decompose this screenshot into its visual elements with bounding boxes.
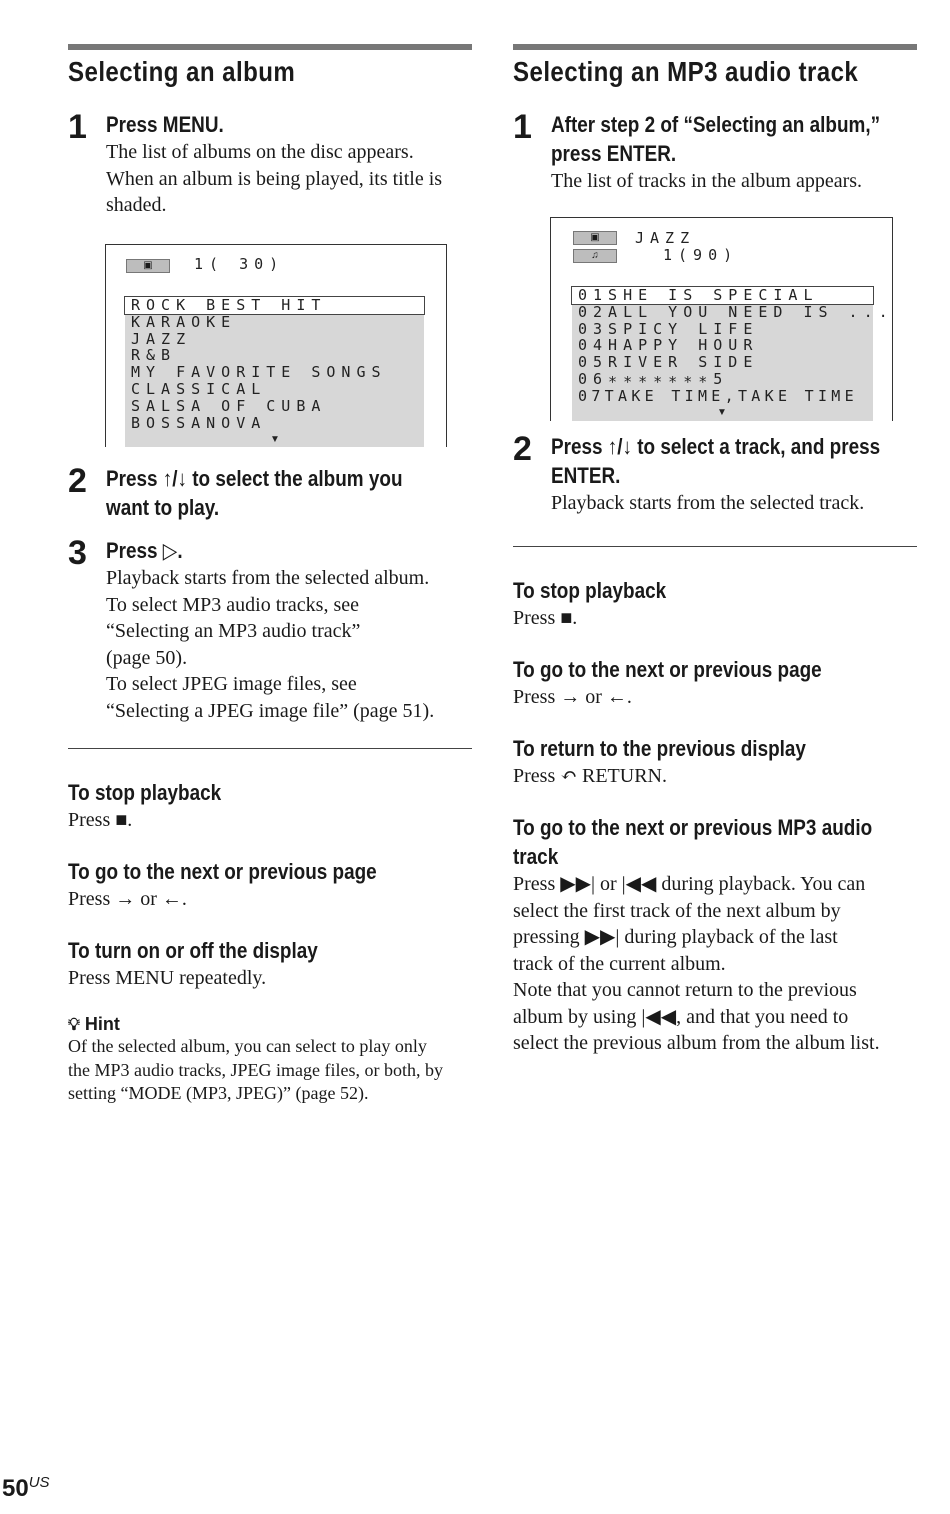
section-title: Selecting an MP3 audio track [513, 56, 859, 87]
album-name: JAZZ [635, 229, 696, 247]
list-item[interactable]: 05RIVER SIDE [578, 353, 759, 372]
stop-playback-block [513, 576, 917, 632]
track-counter: 1(90) [663, 246, 739, 264]
page-number: $50^{US}$ [2, 1474, 50, 1502]
subsection-heading: To turn on or off the display [68, 938, 318, 963]
step-number: 2 [513, 430, 532, 468]
subsection-heading: To go to the next or previous page [513, 657, 822, 682]
album-list [125, 297, 424, 447]
step-3 [68, 536, 510, 724]
list-item[interactable]: R&B [131, 346, 177, 365]
subsection-text: Press MENU repeatedly. [68, 967, 267, 989]
track-list [572, 286, 894, 421]
step-number: 2 [68, 462, 87, 500]
right-column [513, 44, 917, 1054]
list-item[interactable]: 06∗∗∗∗∗∗∗5 [578, 369, 729, 388]
hint-heading: 💡︎ Hint [68, 1014, 120, 1035]
step-heading: Press ↑/↓ to select the album you [106, 466, 403, 491]
step-heading: Press ▷. [106, 538, 183, 563]
subsection-text: Press → or ←. [68, 888, 187, 910]
list-item[interactable]: 04HAPPY HOUR [578, 336, 759, 355]
subsection-heading: To stop playback [513, 578, 667, 603]
page-nav-block [513, 655, 917, 711]
step-heading: After step 2 of “Selecting an album,” [551, 112, 881, 137]
step-heading: ENTER. [551, 463, 621, 488]
subsection-heading: track [513, 844, 559, 869]
section-rule [513, 44, 917, 50]
return-display-block [513, 734, 917, 790]
step-number: 3 [68, 534, 87, 572]
scroll-down-icon: ▼ [270, 434, 280, 445]
music-note-icon: ♫ [573, 249, 617, 263]
list-item[interactable]: SALSA OF CUBA [131, 396, 327, 415]
step-text: The list of tracks in the album appears. [551, 170, 863, 192]
hint-text: Of the selected album, you can select to play only the MP3 audio tracks, JPEG image files, or both, by setting “MODE (MP3, JPEG)” (page 52). [68, 1036, 443, 1103]
list-item[interactable]: 07TAKE TIME,TAKE TIME [578, 386, 858, 405]
display-toggle-block [68, 936, 472, 992]
list-item[interactable]: ROCK BEST HIT [125, 297, 424, 314]
stop-playback-block [68, 778, 472, 834]
list-item[interactable]: CLASSICAL [131, 379, 267, 398]
track-nav-block [513, 813, 917, 1057]
scroll-down-icon: ▼ [717, 407, 727, 418]
step-text: Playback starts from the selected album. To select MP3 audio tracks, see “Selecting an MP3 audio track” (page 50). To select JPEG image files, see “Selecting a JPEG image file” (page 51). [106, 567, 435, 722]
step-text: Playback starts from the selected track. [551, 492, 865, 514]
step-2 [513, 432, 950, 517]
subsection-heading: To go to the next or previous page [68, 859, 377, 884]
section-title: Selecting an album [68, 56, 296, 87]
folder-icon: ▣ [126, 259, 170, 273]
step-1 [68, 110, 510, 219]
list-item[interactable]: 02ALL YOU NEED IS ... [578, 302, 894, 321]
subsection-heading: To go to the next or previous MP3 audio [513, 815, 873, 840]
album-list-screen [105, 244, 447, 447]
divider [68, 748, 472, 749]
list-item[interactable]: 01SHE IS SPECIAL [572, 287, 873, 304]
track-list-screen [550, 217, 893, 421]
section-rule [68, 44, 472, 50]
list-item[interactable]: JAZZ [131, 329, 192, 348]
album-counter: 1( 30) [194, 255, 285, 273]
list-item[interactable]: 03SPICY LIFE [578, 319, 759, 338]
step-1 [513, 110, 950, 195]
step-heading: press ENTER. [551, 141, 677, 166]
list-item[interactable]: KARAOKE [131, 312, 237, 331]
lightbulb-icon: 💡︎ [68, 1015, 80, 1035]
page-nav-block [68, 857, 472, 913]
subsection-text: Press ↶ RETURN. [513, 765, 667, 787]
step-heading: want to play. [106, 495, 220, 520]
divider [513, 546, 917, 547]
list-item[interactable]: BOSSANOVA [131, 413, 267, 432]
step-text: The list of albums on the disc appears. When an album is being played, its title is shaded. [106, 141, 443, 216]
left-column [68, 44, 472, 1103]
step-heading: Press MENU. [106, 112, 224, 137]
subsection-heading: To return to the previous display [513, 736, 806, 761]
subsection-heading: To stop playback [68, 780, 222, 805]
step-heading: Press ↑/↓ to select a track, and press [551, 434, 881, 459]
hint-block [68, 1014, 472, 1106]
folder-icon: ▣ [573, 231, 617, 245]
list-item[interactable]: MY FAVORITE SONGS [131, 363, 387, 382]
subsection-text: Press → or ←. [513, 686, 632, 708]
step-number: 1 [68, 108, 87, 146]
step-number: 1 [513, 108, 532, 146]
subsection-text: Press ■. [68, 809, 133, 831]
subsection-text: Press ■. [513, 607, 578, 629]
step-2 [68, 464, 510, 522]
subsection-text: Press ▶▶| or |◀◀ during playback. You can select the first track of the next album by pressing ▶▶| during playback of the last track of the current album. Note that you cannot return to the previous album by using |◀◀, and that you need to select the previous album from the album list. [513, 873, 880, 1054]
